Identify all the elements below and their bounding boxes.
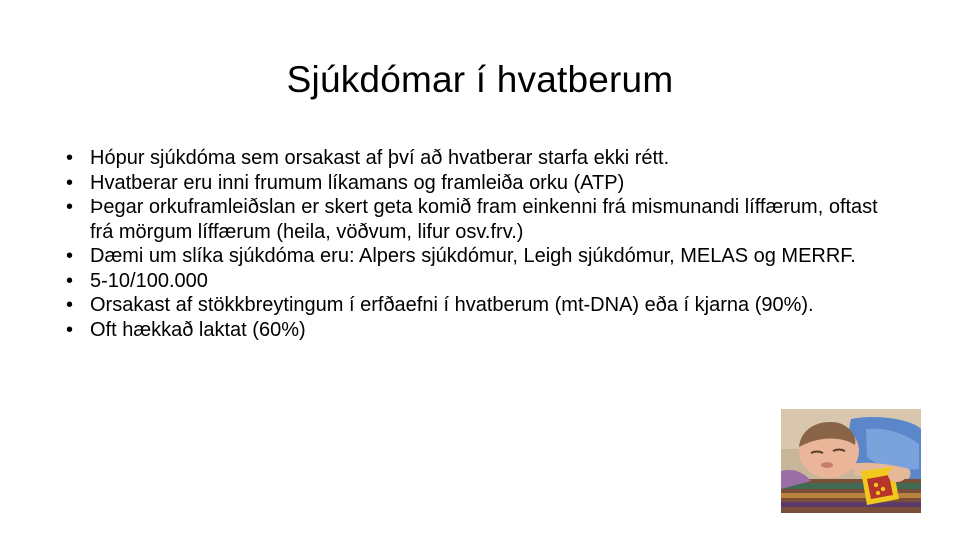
bullet-text: Hvatberar eru inni frumum líkamans og framleiða orku (ATP)	[90, 171, 625, 194]
list-item	[66, 146, 896, 171]
bullet-text: Þegar orkuframleiðslan er skert geta komið fram einkenni frá mismunandi líffærum, oftast frá mörgum líffærum (heila, vöðvum, lifur osv.frv.)	[90, 196, 878, 243]
list-item	[66, 171, 896, 196]
bullet-marker: •	[66, 318, 74, 341]
bullet-text: Dæmi um slíka sjúkdóma eru: Alpers sjúkdómur, Leigh sjúkdómur, MELAS og MERRF.	[90, 245, 856, 267]
bullet-marker: •	[66, 196, 74, 218]
bullet-text: Hópur sjúkdóma sem orsakast af því að hvatberar starfa ekki rétt.	[90, 147, 670, 169]
bullet-text: 5-10/100.000	[90, 269, 208, 292]
slide-title: Sjúkdómar í hvatberum	[286, 59, 674, 100]
child-photo-icon	[781, 409, 921, 513]
bullet-text: Orsakast af stökkbreytingum í erfðaefni í hvatberum (mt-DNA) eða í kjarna (90%).	[90, 294, 814, 316]
list-item	[66, 195, 896, 244]
bullet-marker: •	[66, 269, 74, 292]
list-item	[66, 269, 896, 294]
bullet-text: Oft hækkað laktat (60%)	[90, 318, 306, 341]
child-photo	[781, 409, 921, 513]
bullet-marker: •	[66, 245, 74, 267]
list-item	[66, 318, 896, 343]
bullet-list	[66, 146, 896, 342]
bullet-marker: •	[66, 147, 74, 169]
bullet-marker: •	[66, 294, 74, 316]
bullet-marker: •	[66, 171, 74, 194]
list-item	[66, 293, 896, 318]
list-item	[66, 244, 896, 269]
